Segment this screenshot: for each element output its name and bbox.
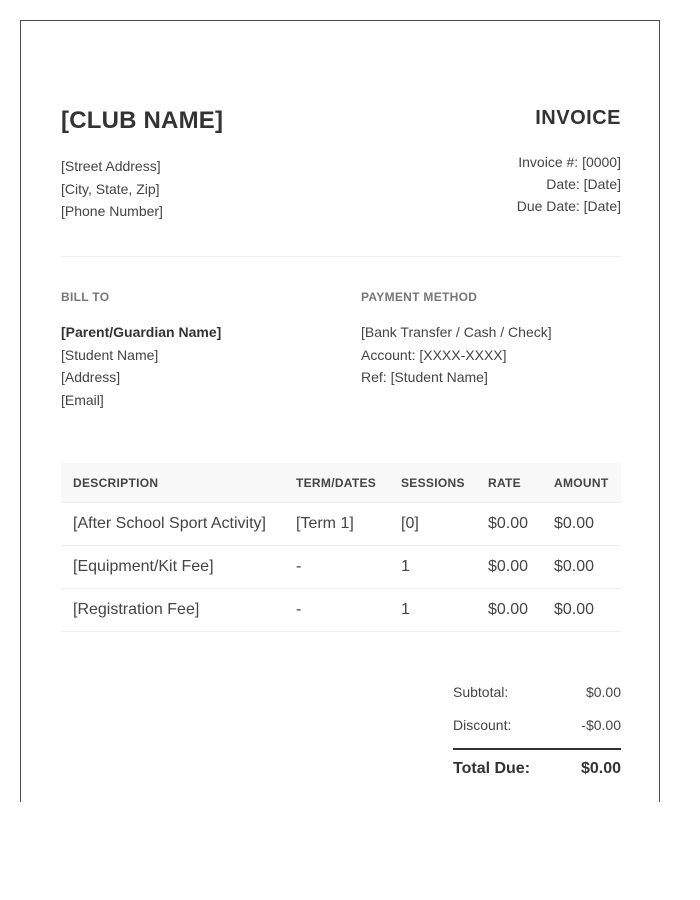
discount-value: -$0.00	[581, 716, 621, 733]
item-rate: $0.00	[476, 589, 542, 632]
invoice-title: INVOICE	[535, 107, 621, 129]
header-term-dates: TERM/DATES	[284, 463, 389, 503]
invoice-date: Date: [Date]	[546, 176, 621, 192]
totals-block	[453, 675, 621, 787]
total-due-row	[453, 750, 621, 787]
payment-details	[361, 321, 552, 389]
invoice-number: Invoice #: [0000]	[518, 154, 621, 170]
bill-to-details	[61, 321, 221, 411]
city-state-zip: [City, State, Zip]	[61, 180, 160, 197]
item-rate: $0.00	[476, 546, 542, 589]
header-amount: AMOUNT	[542, 463, 621, 503]
item-term: -	[284, 546, 389, 589]
discount-label: Discount:	[453, 716, 512, 733]
payment-method-label: PAYMENT METHOD	[361, 290, 478, 304]
item-rate: $0.00	[476, 503, 542, 546]
guardian-name: [Parent/Guardian Name]	[61, 324, 222, 340]
table-row	[61, 503, 621, 546]
bill-to-label: BILL TO	[61, 290, 110, 304]
subtotal-label: Subtotal:	[453, 683, 509, 700]
discount-row	[453, 708, 621, 741]
table-header-row	[61, 463, 621, 503]
item-amount: $0.00	[542, 589, 621, 632]
item-description: [Equipment/Kit Fee]	[61, 546, 284, 589]
item-description: [After School Sport Activity]	[61, 503, 284, 546]
header-sessions: SESSIONS	[389, 463, 476, 503]
student-name: [Student Name]	[61, 346, 159, 363]
club-name: [CLUB NAME]	[61, 107, 224, 134]
item-sessions: [0]	[389, 503, 476, 546]
phone-number: [Phone Number]	[61, 203, 163, 219]
total-due-value: $0.00	[580, 759, 621, 777]
invoice-page	[20, 20, 660, 802]
line-items-table	[61, 463, 621, 632]
payment-ref: Ref: [Student Name]	[361, 369, 488, 385]
bill-address: [Address]	[61, 369, 121, 385]
street-address: [Street Address]	[61, 158, 161, 174]
payment-method: [Bank Transfer / Cash / Check]	[361, 324, 552, 340]
total-due-label: Total Due:	[453, 759, 531, 777]
subtotal-value: $0.00	[585, 683, 621, 700]
table-row	[61, 546, 621, 589]
item-term: -	[284, 589, 389, 632]
item-term: [Term 1]	[284, 503, 389, 546]
subtotal-row	[453, 675, 621, 708]
payment-account: Account: [XXXX-XXXX]	[361, 346, 507, 363]
item-description: [Registration Fee]	[61, 589, 284, 632]
due-date: Due Date: [Date]	[516, 198, 621, 214]
bill-email: [Email]	[61, 391, 104, 408]
item-amount: $0.00	[542, 546, 621, 589]
item-sessions: 1	[389, 589, 476, 632]
header-description: DESCRIPTION	[61, 463, 284, 503]
item-amount: $0.00	[542, 503, 621, 546]
header-divider	[61, 256, 621, 257]
header-rate: RATE	[476, 463, 542, 503]
invoice-meta	[517, 151, 621, 217]
table-row	[61, 589, 621, 632]
club-address	[61, 155, 163, 223]
item-sessions: 1	[389, 546, 476, 589]
